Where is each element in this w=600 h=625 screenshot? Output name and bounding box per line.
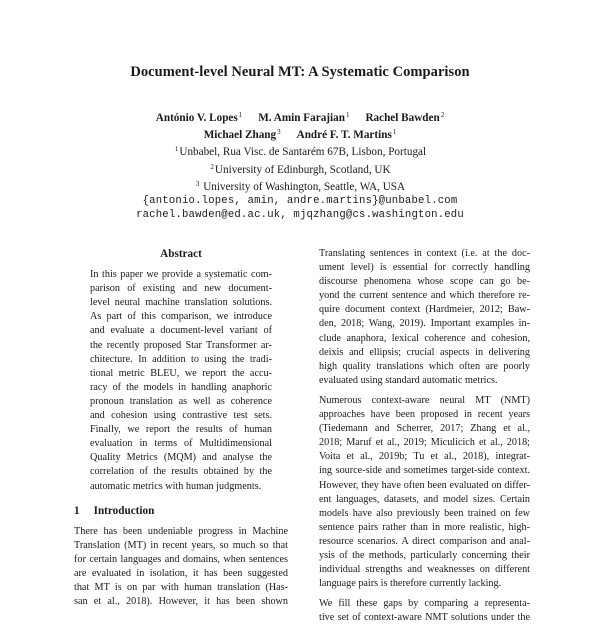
- text-line: are evaluated in isolation, it has been suggested: [74, 567, 288, 579]
- text-line: correlation of the results obtained by the: [90, 466, 272, 478]
- paper-title: Document-level Neural MT: A Systematic Comparison: [130, 64, 470, 80]
- text-line: clude anaphora, lexical coherence and cohesion,: [319, 332, 530, 344]
- text-line: racy of the models in handling anaphoric: [90, 381, 272, 393]
- text-line: sentence pairs rather than in more realistic, high-: [319, 521, 530, 533]
- abstract-body: [90, 268, 272, 494]
- section-heading: 1 Introduction: [74, 504, 155, 517]
- text-line: 2018; Maruf et al., 2019; Miculicich et al., 2018;: [319, 437, 530, 449]
- intro-body: [74, 525, 288, 610]
- text-line: However, they have often been evaluated on differ-: [319, 479, 530, 491]
- text-line: resource scenarios. A direct comparison and anal-: [319, 535, 530, 547]
- author: André F. T. Martins$^1$: [296, 128, 397, 142]
- text-line: the recently proposed Star Transformer ar-: [90, 339, 272, 351]
- left-column: [74, 247, 288, 609]
- text-line: As part of this comparison, we introduce: [90, 311, 272, 323]
- text-line: for certain languages and domains, when sentences: [74, 553, 288, 565]
- text-line: automatic metrics with human judgments.: [90, 480, 262, 492]
- text-line: deixis and ellipsis; crucial aspects in delivering: [319, 346, 530, 358]
- author: António V. Lopes$^1$: [155, 111, 243, 124]
- text-line: Finally, we report the results of human: [90, 424, 272, 436]
- text-line: san et al., 2018). However, it has been shown: [74, 596, 288, 608]
- affiliation: $^1$Unbabel, Rua Visc. de Santarém 67B, Lisbon, Portugal: [174, 145, 427, 159]
- text-line: (Tiedemann and Scherrer, 2017; Zhang et al.,: [319, 423, 530, 435]
- author: Rachel Bawden$^2$: [365, 111, 445, 124]
- text-line: Quality Metrics (MQM) and analyse the: [90, 452, 272, 464]
- text-line: Translating sentences in context (i.e. at the doc-: [319, 248, 530, 259]
- abstract-heading: Abstract: [160, 248, 202, 260]
- affiliation: $^2$University of Edinburgh, Scotland, UK: [210, 162, 391, 176]
- text-line: ument level) is essential for correctly handling: [319, 262, 530, 274]
- text-line: tional metric BLEU, we report the accu-: [90, 367, 272, 379]
- text-line: We fill these gaps by comparing a representa-: [319, 598, 530, 610]
- right-column: [306, 247, 530, 625]
- text-line: pronoun translation as well as coherence: [90, 395, 272, 407]
- text-line: approaches have been proposed in recent years: [319, 409, 530, 421]
- text-line: and evaluate a document-level variant of: [90, 325, 272, 337]
- text-line: that MT is on par with human translation (Has-: [74, 582, 288, 594]
- author: Michael Zhang$^3$: [203, 128, 281, 142]
- text-line: parison of existing and new document-: [90, 283, 272, 295]
- text-line: Translation (MT) in recent years, so much so that: [74, 539, 288, 551]
- text-line: high quality translations which often are poorly: [319, 360, 530, 372]
- paragraph: [306, 394, 530, 591]
- email-line: {antonio.lopes, amin, andre.martins}@unbabel.com: [142, 195, 458, 208]
- text-line: level neural machine translation solutions.: [90, 297, 272, 309]
- text-line: language pairs is therefore currently lacking.: [319, 578, 502, 590]
- text-line: There has been undeniable progress in Machine: [74, 525, 288, 537]
- text-line: Numerous context-aware neural MT (NMT): [319, 394, 530, 406]
- paragraph: [306, 247, 530, 388]
- text-line: chitecture. In addition to using the tradi-: [90, 353, 272, 365]
- text-line: tive set of context-aware NMT solutions under the: [319, 612, 530, 624]
- text-line: den, 2018; Wang, 2019). Important examples in-: [319, 318, 530, 330]
- text-line: ysis of the methods, particularly concerning their: [319, 549, 530, 561]
- text-line: evaluation in terms of Multidimensional: [90, 438, 272, 450]
- text-line: yond the current sentence and which therefore re-: [319, 290, 530, 302]
- author-block: [0, 108, 600, 222]
- text-line: and cohesion using contrastive test sets.: [90, 410, 272, 422]
- text-line: ing source-side and sometimes target-side context.: [319, 465, 530, 477]
- paragraph: [306, 597, 530, 625]
- author: M. Amin Farajian$^1$: [258, 111, 350, 124]
- text-line: evaluated using standard automatic metrics.: [319, 374, 498, 386]
- author-row-1: [0, 108, 600, 125]
- text-line: Voita et al., 2019b; Tu et al., 2018), integrat-: [319, 451, 530, 463]
- text-line: individual strengths and weaknesses on different: [319, 564, 530, 576]
- text-line: In this paper we provide a systematic com-: [90, 269, 272, 281]
- text-line: quire document context (Hardmeier, 2012; Baw-: [319, 304, 530, 316]
- author-row-2: [0, 125, 600, 142]
- affiliation: $^3$ University of Washington, Seattle, WA, USA: [195, 179, 406, 193]
- email-line: rachel.bawden@ed.ac.uk, mjqzhang@cs.washington.edu: [136, 209, 464, 222]
- text-line: ent languages, datasets, and model sizes. Certain: [319, 493, 530, 505]
- text-line: discourse phenomena whose scope can go be-: [319, 276, 530, 288]
- text-line: models have also previously been trained on few: [319, 507, 530, 519]
